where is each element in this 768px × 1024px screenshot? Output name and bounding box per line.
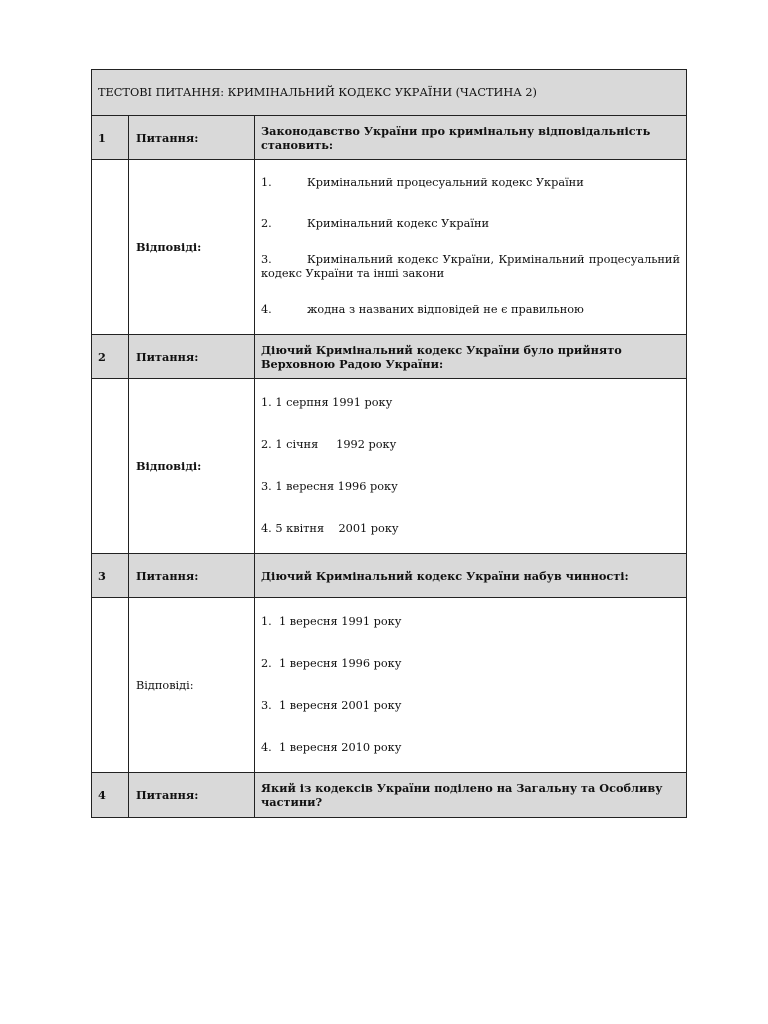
question-number: 1 bbox=[92, 116, 129, 159]
question-label: Питання: bbox=[129, 335, 255, 378]
answers-row-1 bbox=[92, 160, 686, 335]
question-row-3 bbox=[92, 554, 686, 598]
empty-cell bbox=[92, 379, 129, 553]
question-text: Який із кодексів України поділено на Загальну та Особливу частини? bbox=[261, 781, 663, 809]
answers-row-2 bbox=[92, 379, 686, 554]
question-text: Діючий Кримінальний кодекс України набув чинності: bbox=[261, 568, 629, 583]
question-label: Питання: bbox=[129, 116, 255, 159]
answers-row-3 bbox=[92, 598, 686, 773]
test-table bbox=[91, 69, 687, 818]
question-text: Діючий Кримінальний кодекс України було прийнято Верховною Радою України: bbox=[261, 342, 622, 371]
answer-option: 2. Кримінальний кодекс України bbox=[261, 217, 490, 230]
question-row-2 bbox=[92, 335, 686, 379]
question-number: 2 bbox=[92, 335, 129, 378]
empty-cell bbox=[92, 160, 129, 334]
answer-option: 3. 1 вересня 1996 року bbox=[261, 480, 398, 493]
table-title: ТЕСТОВІ ПИТАННЯ: КРИМІНАЛЬНИЙ КОДЕКС УКРАЇНИ (ЧАСТИНА 2) bbox=[92, 70, 686, 116]
question-label: Питання: bbox=[129, 554, 255, 597]
answer-option: 4. жодна з названих відповідей не є правильною bbox=[261, 303, 584, 316]
question-number: 4 bbox=[92, 773, 129, 817]
answer-option: 2. 1 січня 1992 року bbox=[261, 438, 397, 451]
question-label: Питання: bbox=[129, 773, 255, 817]
answer-option: 3. Кримінальний кодекс України, Кримінальний процесуальний кодекс України та інші закони bbox=[261, 253, 680, 280]
answer-option: 1. Кримінальний процесуальний кодекс України bbox=[261, 176, 584, 189]
question-row-4 bbox=[92, 773, 686, 817]
answers-label: Відповіді: bbox=[129, 160, 255, 334]
answers-label: Відповіді: bbox=[129, 598, 255, 772]
answer-option: 3. 1 вересня 2001 року bbox=[261, 699, 402, 712]
question-number: 3 bbox=[92, 554, 129, 597]
answer-option: 4. 5 квітня 2001 року bbox=[261, 522, 399, 535]
answer-option: 1. 1 серпня 1991 року bbox=[261, 396, 393, 409]
question-text: Законодавство України про кримінальну відповідальність становить: bbox=[261, 123, 651, 152]
answer-option: 2. 1 вересня 1996 року bbox=[261, 657, 402, 670]
answer-option: 1. 1 вересня 1991 року bbox=[261, 615, 402, 628]
answer-option: 4. 1 вересня 2010 року bbox=[261, 741, 402, 754]
question-row-1 bbox=[92, 116, 686, 160]
empty-cell bbox=[92, 598, 129, 772]
answers-label: Відповіді: bbox=[129, 379, 255, 553]
